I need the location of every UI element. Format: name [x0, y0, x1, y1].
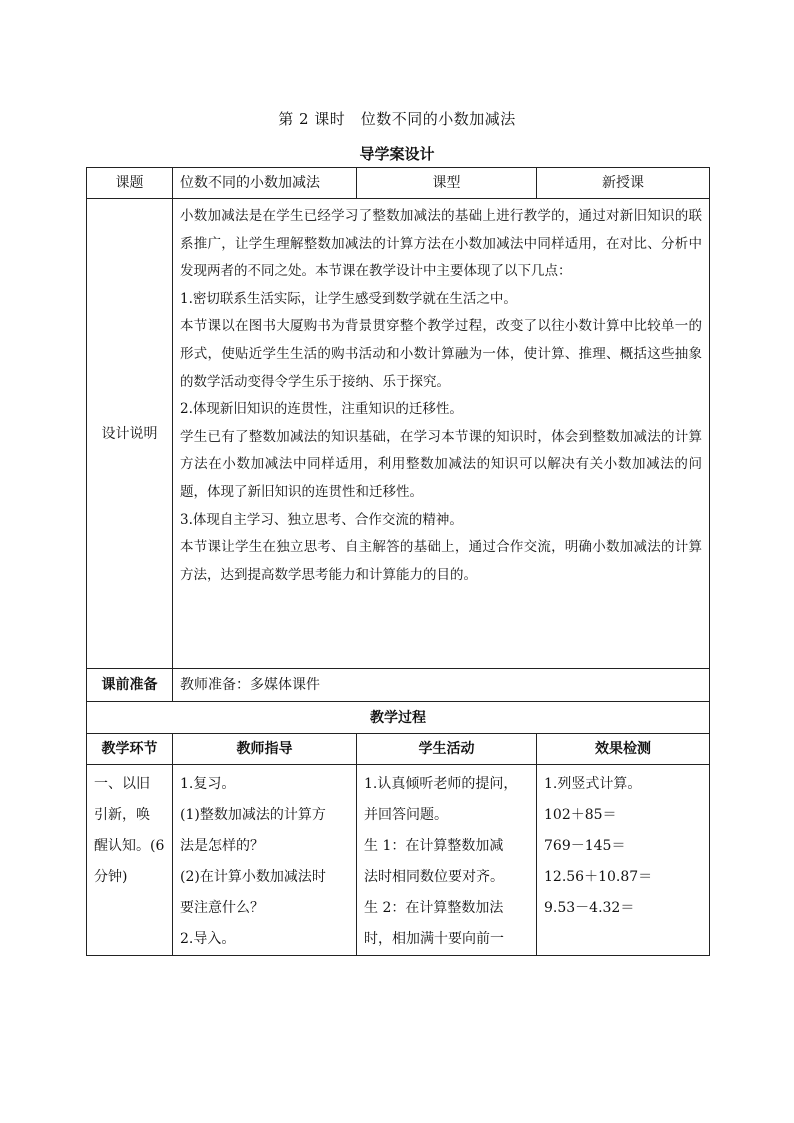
design-paragraph: 本节课以在图书大厦购书为背景贯穿整个教学过程，改变了以往小数计算中比较单一的形式，使贴近学生生活的购书活动和小数计算融为一体，使计算、推理、概括这些抽象的数学活动变得令学生乐于接纳、乐于探究。 — [180, 318, 702, 390]
table-row — [87, 669, 710, 702]
teacher-cell — [173, 765, 357, 956]
student-line: 时，相加满十要向前一 — [364, 931, 504, 947]
stage-line: 一、以旧 — [94, 776, 150, 792]
design-paragraph: 3.体现自主学习、独立思考、合作交流的精神。 — [180, 511, 463, 528]
teacher-line: 法是怎样的？ — [180, 838, 264, 854]
table-row — [87, 765, 710, 956]
check-line: 9.53－4.32＝ — [544, 900, 635, 916]
type-label: 课型 — [357, 168, 537, 199]
check-line: 102＋85＝ — [544, 807, 617, 823]
teacher-line: (1)整数加减法的计算方 — [180, 807, 326, 823]
table-row — [87, 734, 710, 765]
teacher-line: 1.复习。 — [180, 776, 236, 792]
design-paragraph: 本节课让学生在独立思考、自主解答的基础上，通过合作交流，明确小数加减法的计算方法，达到提高数学思考能力和计算能力的目的。 — [180, 539, 702, 583]
student-line: 并回答问题。 — [364, 807, 448, 823]
stage-cell — [87, 765, 173, 956]
process-heading: 教学过程 — [87, 702, 710, 734]
page-title: 第 2 课时 位数不同的小数加减法 — [278, 110, 516, 128]
teacher-line: (2)在计算小数加减法时 — [180, 869, 326, 885]
header-check: 效果检测 — [537, 734, 710, 765]
type-value: 新授课 — [537, 168, 710, 199]
design-description — [173, 199, 710, 669]
teacher-line: 要注意什么？ — [180, 900, 264, 916]
topic-value: 位数不同的小数加减法 — [173, 168, 357, 199]
check-line: 12.56＋10.87＝ — [544, 869, 653, 885]
check-cell — [537, 765, 710, 956]
lesson-table — [86, 167, 710, 956]
design-paragraph: 1.密切联系生活实际，让学生感受到数学就在生活之中。 — [180, 290, 517, 307]
student-line: 法时相同数位要对齐。 — [364, 869, 504, 885]
student-cell — [357, 765, 537, 956]
student-line: 生 2：在计算整数加法 — [364, 900, 504, 916]
check-line: 1.列竖式计算。 — [544, 776, 642, 792]
table-row — [87, 702, 710, 734]
header-student: 学生活动 — [357, 734, 537, 765]
page-subtitle: 导学案设计 — [359, 145, 435, 163]
stage-line: 醒认知。(6 — [94, 838, 165, 854]
stage-line: 分钟) — [94, 869, 128, 885]
design-paragraph: 2.体现新旧知识的连贯性，注重知识的迁移性。 — [180, 401, 463, 418]
prep-label: 课前准备 — [87, 669, 173, 702]
student-line: 1.认真倾听老师的提问， — [364, 776, 518, 792]
header-stage: 教学环节 — [87, 734, 173, 765]
topic-label: 课题 — [87, 168, 173, 199]
table-row — [87, 199, 710, 669]
check-line: 769－145＝ — [544, 838, 626, 854]
design-paragraph: 学生已有了整数加减法的知识基础，在学习本节课的知识时，体会到整数加减法的计算方法在小数加减法中同样适用，利用整数加减法的知识可以解决有关小数加减法的问题，体现了新旧知识的连贯性和迁移性。 — [180, 428, 702, 500]
header-teacher: 教师指导 — [173, 734, 357, 765]
table-row — [87, 168, 710, 199]
stage-line: 引新，唤 — [94, 807, 150, 823]
student-line: 生 1：在计算整数加减 — [364, 838, 504, 854]
design-label: 设计说明 — [87, 199, 173, 669]
teacher-line: 2.导入。 — [180, 931, 236, 947]
design-paragraph: 小数加减法是在学生已经学习了整数加减法的基础上进行教学的，通过对新旧知识的联系推广，让学生理解整数加减法的计算方法在小数加减法中同样适用，在对比、分析中发现两者的不同之处。本节课在教学设计中主要体现了以下几点： — [180, 208, 702, 280]
prep-value: 教师准备：多媒体课件 — [173, 669, 710, 702]
